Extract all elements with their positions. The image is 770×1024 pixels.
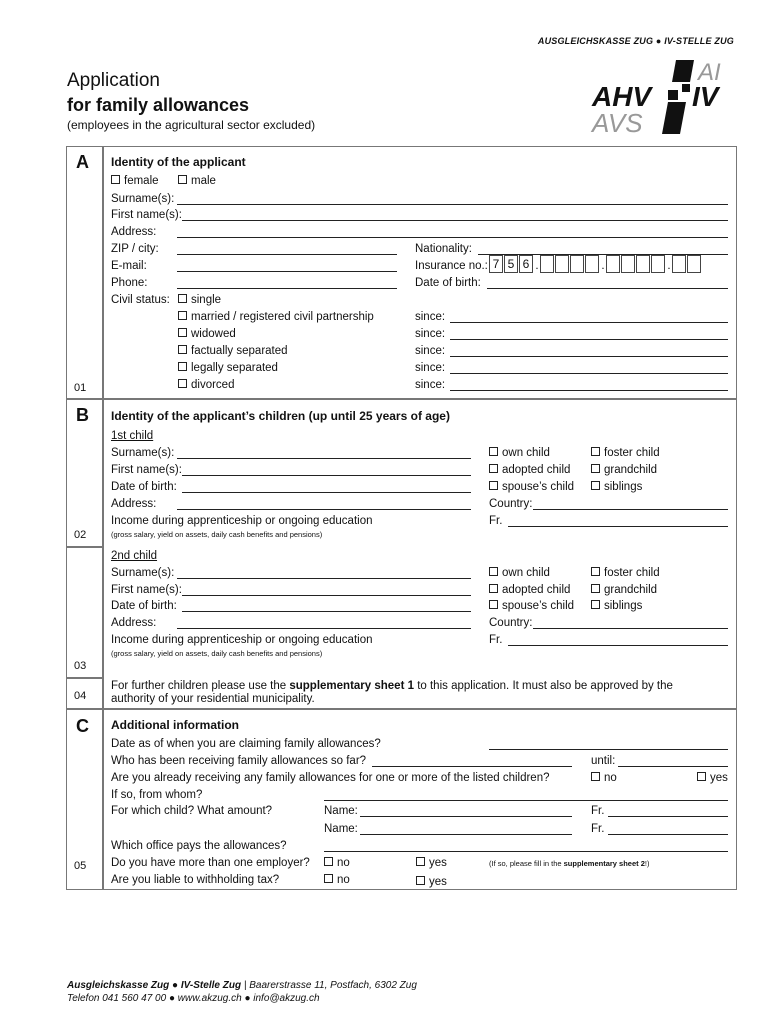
further-children-note: For further children please use the supplementary sheet 1 to this application. It must also be approved by the [111, 680, 673, 692]
phone-label: Phone: [111, 277, 148, 289]
since-factually-field[interactable] [450, 356, 728, 357]
child2-siblings-checkbox[interactable]: siblings [591, 600, 642, 612]
logo-avs: AVS [592, 108, 643, 136]
child1-income-note: (gross salary, yield on assets, daily cash benefits and pensions) [111, 530, 323, 539]
insurance-no-label: Insurance no.: [415, 260, 488, 272]
page-subtitle: (employees in the agricultural sector excluded) [67, 118, 316, 132]
divider-02 [66, 546, 103, 548]
child2-fr-label: Fr. [489, 634, 503, 646]
checkbox-icon [591, 567, 600, 576]
section-c-heading: Additional information [111, 718, 239, 732]
child2-dob-label: Date of birth: [111, 600, 177, 612]
until-label: until: [591, 755, 616, 767]
logo-iv: IV [692, 81, 719, 112]
checkbox-icon [178, 379, 187, 388]
checkbox-icon [591, 481, 600, 490]
multiple-employers-question: Do you have more than one employer? [111, 857, 310, 869]
child1-dob-label: Date of birth: [111, 481, 177, 493]
section-b-letter: B [76, 405, 89, 425]
first-name-label: First name(s): [111, 209, 182, 221]
previous-recipient-question: Who has been receiving family allowances so far? [111, 755, 367, 767]
divider-03 [66, 677, 103, 679]
header-org: AUSGLEICHSKASSE ZUG ● IV-STELLE ZUG [537, 36, 734, 46]
surname-field[interactable] [177, 204, 728, 205]
checkbox-icon [178, 362, 187, 371]
child1-income-label: Income during apprenticeship or ongoing education [111, 515, 373, 527]
status-single-checkbox[interactable]: single [178, 294, 221, 306]
dob-field[interactable] [487, 288, 728, 289]
status-divorced-checkbox[interactable]: divorced [178, 379, 234, 391]
paying-office-label: Which office pays the allowances? [111, 840, 287, 852]
section-02-number: 02 [74, 529, 87, 541]
since-label: since: [415, 328, 446, 340]
nationality-label: Nationality: [415, 243, 472, 255]
which-child-label: For which child? What amount? [111, 805, 273, 817]
section-05-number: 05 [74, 860, 87, 872]
child2-spouses-child-checkbox[interactable]: spouse’s child [489, 600, 574, 612]
child2-own-child-checkbox[interactable]: own child [489, 567, 550, 579]
female-checkbox[interactable]: female [111, 175, 159, 187]
insurance-no-field[interactable]: 7 5 6 . . . [489, 255, 702, 273]
from-whom-field[interactable] [324, 800, 728, 801]
from-whom-label: If so, from whom? [111, 789, 203, 801]
child1-heading: 1st child [111, 430, 154, 442]
child1-first-name-label: First name(s): [111, 464, 182, 476]
male-checkbox[interactable]: male [178, 175, 216, 187]
checkbox-icon [178, 345, 187, 354]
already-receiving-question: Are you already receiving any family allowances for one or more of the listed children? [111, 772, 550, 784]
child1-spouses-child-checkbox[interactable]: spouse’s child [489, 481, 574, 493]
checkbox-icon [324, 857, 333, 866]
child2-country-field[interactable] [533, 628, 728, 629]
insurance-digit: 6 [519, 255, 533, 273]
withholding-tax-yes-checkbox[interactable]: yes [416, 876, 447, 888]
name-label: Name: [324, 823, 358, 835]
previous-recipient-field[interactable] [372, 766, 572, 767]
fr-label: Fr. [591, 823, 605, 835]
email-field[interactable] [177, 271, 397, 272]
supplementary-sheet-2-note: (If so, please fill in the supplementary sheet 2!) [489, 859, 650, 868]
child2-foster-child-checkbox[interactable]: foster child [591, 567, 660, 579]
checkbox-icon [591, 464, 600, 473]
further-children-note-2: authority of your residential municipality. [111, 693, 315, 705]
name-label: Name: [324, 805, 358, 817]
phone-field[interactable] [177, 288, 397, 289]
civil-status-label: Civil status: [111, 294, 170, 306]
checkbox-icon [591, 584, 600, 593]
zip-city-label: ZIP / city: [111, 243, 159, 255]
status-married-checkbox[interactable]: married / registered civil partnership [178, 311, 374, 323]
withholding-tax-question: Are you liable to withholding tax? [111, 874, 280, 886]
surname-label: Surname(s): [111, 193, 175, 205]
footer-address: Ausgleichskasse Zug ● IV-Stelle Zug | Baarerstrasse 11, Postfach, 6302 Zug [67, 980, 417, 991]
checkbox-icon [489, 447, 498, 456]
claim-date-field[interactable] [489, 749, 728, 750]
since-label: since: [415, 345, 446, 357]
checkbox-icon [591, 447, 600, 456]
divider-a-b [66, 398, 737, 400]
first-name-field[interactable] [182, 220, 728, 221]
status-factually-separated-checkbox[interactable]: factually separated [178, 345, 288, 357]
claim-date-question: Date as of when you are claiming family allowances? [111, 738, 381, 750]
zip-city-field[interactable] [177, 254, 397, 255]
child1-first-name-field[interactable] [182, 475, 471, 476]
status-legally-separated-checkbox[interactable]: legally separated [178, 362, 278, 374]
child1-foster-child-checkbox[interactable]: foster child [591, 447, 660, 459]
checkbox-icon [591, 600, 600, 609]
child1-surname-field[interactable] [177, 458, 471, 459]
checkbox-icon [489, 464, 498, 473]
since-divorced-field[interactable] [450, 390, 728, 391]
multiple-employers-no-checkbox[interactable]: no [324, 857, 350, 869]
child1-country-label: Country: [489, 498, 533, 510]
child2-income-label: Income during apprenticeship or ongoing education [111, 634, 373, 646]
ahv-iv-logo [590, 58, 730, 136]
email-label: E-mail: [111, 260, 147, 272]
until-field[interactable] [618, 766, 728, 767]
insurance-digit: 7 [489, 255, 503, 273]
address-label: Address: [111, 226, 157, 238]
since-widowed-field[interactable] [450, 339, 728, 340]
checkbox-icon [178, 328, 187, 337]
child2-dob-field[interactable] [182, 611, 471, 612]
checkbox-icon [324, 874, 333, 883]
child1-income-field[interactable] [508, 526, 728, 527]
since-married-field[interactable] [450, 322, 728, 323]
section-c-letter: C [76, 716, 89, 736]
section-b-heading: Identity of the applicant’s children (up until 25 years of age) [111, 409, 450, 423]
paying-office-field[interactable] [324, 851, 728, 852]
child2-first-name-field[interactable] [182, 595, 471, 596]
child2-income-field[interactable] [508, 645, 728, 646]
checkbox-icon [489, 567, 498, 576]
checkbox-icon [111, 175, 120, 184]
checkbox-icon [697, 772, 706, 781]
since-legally-field[interactable] [450, 373, 728, 374]
section-03-number: 03 [74, 660, 87, 672]
dob-label: Date of birth: [415, 277, 481, 289]
checkbox-icon [416, 857, 425, 866]
section-a-letter: A [76, 152, 89, 172]
withholding-tax-no-checkbox[interactable]: no [324, 874, 350, 886]
checkbox-icon [489, 584, 498, 593]
child2-income-note: (gross salary, yield on assets, daily cash benefits and pensions) [111, 649, 323, 658]
page-title-line1: Application [67, 70, 160, 91]
checkbox-icon [416, 876, 425, 885]
child1-siblings-checkbox[interactable]: siblings [591, 481, 642, 493]
child2-grandchild-checkbox[interactable]: grandchild [591, 584, 657, 596]
child1-surname-label: Surname(s): [111, 447, 175, 459]
child2-address-field[interactable] [177, 628, 471, 629]
page-title-line2: for family allowances [67, 95, 250, 115]
child1-fr-label: Fr. [489, 515, 503, 527]
child2-surname-label: Surname(s): [111, 567, 175, 579]
logo-ai: AI [698, 59, 721, 86]
checkbox-icon [178, 294, 187, 303]
since-label: since: [415, 379, 446, 391]
section-column-divider [102, 146, 104, 890]
checkbox-icon [489, 481, 498, 490]
section-a-heading: Identity of the applicant [111, 155, 246, 169]
multiple-employers-yes-checkbox[interactable]: yes [416, 857, 447, 869]
address-field[interactable] [177, 237, 728, 238]
checkbox-icon [178, 311, 187, 320]
section-04-number: 04 [74, 690, 87, 702]
status-widowed-checkbox[interactable]: widowed [178, 328, 236, 340]
already-receiving-no-checkbox[interactable]: no [591, 772, 617, 784]
child1-country-field[interactable] [533, 509, 728, 510]
child2-surname-field[interactable] [177, 578, 471, 579]
already-receiving-yes-checkbox[interactable]: yes [697, 772, 728, 784]
child1-own-child-checkbox[interactable]: own child [489, 447, 550, 459]
child1-address-label: Address: [111, 498, 157, 510]
since-label: since: [415, 362, 446, 374]
amount-field-1[interactable] [608, 816, 728, 817]
checkbox-icon [591, 772, 600, 781]
fr-label: Fr. [591, 805, 605, 817]
checkbox-icon [178, 175, 187, 184]
child-name-field-1[interactable] [360, 816, 572, 817]
child1-grandchild-checkbox[interactable]: grandchild [591, 464, 657, 476]
child2-address-label: Address: [111, 617, 157, 629]
section-a-number: 01 [74, 382, 87, 394]
checkbox-icon [489, 600, 498, 609]
footer-contact: Telefon 041 560 47 00 ● www.akzug.ch ● info@akzug.ch [67, 993, 320, 1004]
insurance-digit: 5 [504, 255, 518, 273]
logo-ahv: AHV [592, 81, 652, 112]
since-label: since: [415, 311, 446, 323]
child1-address-field[interactable] [177, 509, 471, 510]
child2-first-name-label: First name(s): [111, 584, 182, 596]
child1-dob-field[interactable] [182, 492, 471, 493]
divider-b-c [66, 708, 737, 710]
child2-adopted-child-checkbox[interactable]: adopted child [489, 584, 570, 596]
child2-heading: 2nd child [111, 550, 158, 562]
child-name-field-2[interactable] [360, 834, 572, 835]
child2-country-label: Country: [489, 617, 533, 629]
amount-field-2[interactable] [608, 834, 728, 835]
child1-adopted-child-checkbox[interactable]: adopted child [489, 464, 570, 476]
